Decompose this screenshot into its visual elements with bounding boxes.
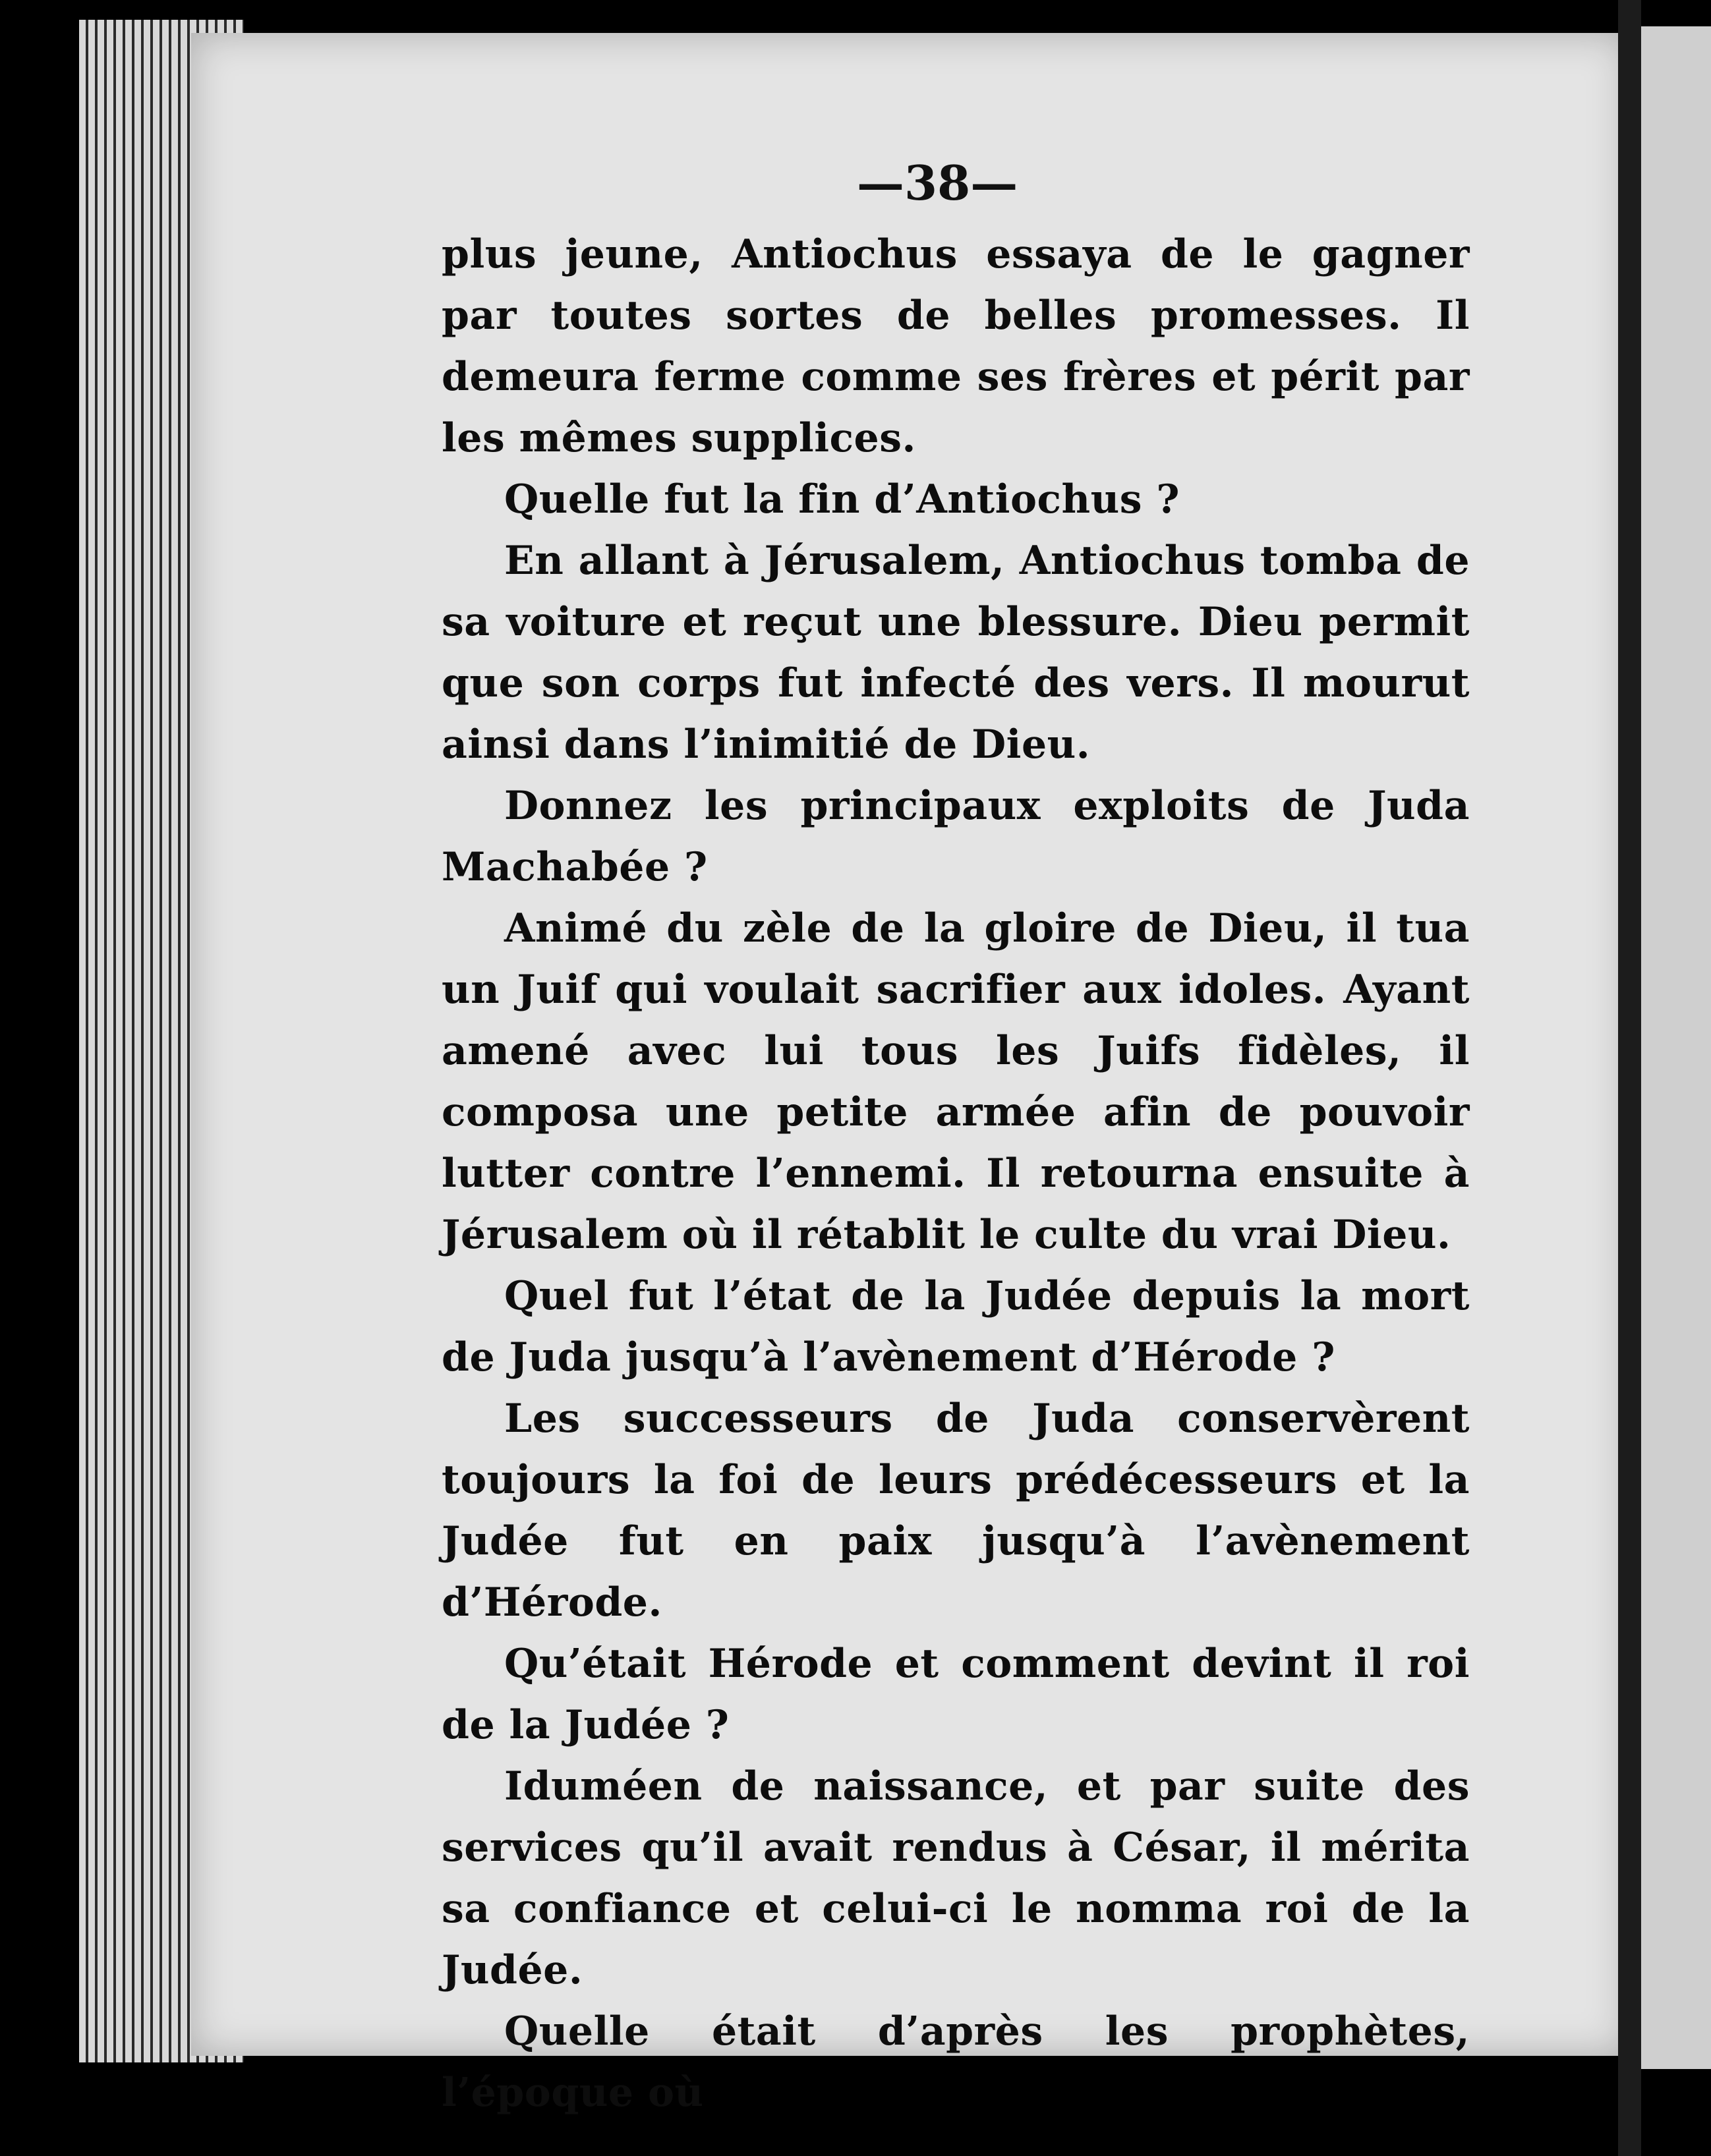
adjacent-page-edge bbox=[1641, 26, 1711, 2069]
answer-paragraph: Iduméen de naissance, et par suite des services qu’il avait rendus à César, il mérita sa confiance et celui-ci le nomma roi de la Judée. bbox=[442, 1763, 1470, 1993]
question-paragraph: Quel fut l’état de la Judée depuis la mort de Juda jusqu’à l’avènement d’Hérode ? bbox=[442, 1273, 1470, 1380]
question-paragraph: Quelle était d’après les prophètes, l’époque où bbox=[442, 2008, 1470, 2116]
page-number: —38— bbox=[857, 155, 1018, 211]
question-paragraph: Qu’était Hérode et comment devint il roi de la Judée ? bbox=[442, 1641, 1470, 1748]
page-text bbox=[442, 224, 1470, 2124]
paragraph-continuation: plus jeune, Antiochus essaya de le gagner par toutes sortes de belles promesses. Il demeura ferme comme ses frères et périt par les mêmes supplices. bbox=[442, 231, 1470, 461]
answer-paragraph: Animé du zèle de la gloire de Dieu, il tua un Juif qui voulait sacrifier aux idoles. Ayant amené avec lui tous les Juifs fidèles, il composa une petite armée afin de pouvoir lutter contre l’ennemi. Il retourna ensuite à Jérusalem où il rétablit le culte du vrai Dieu. bbox=[442, 905, 1470, 1258]
answer-paragraph: Les successeurs de Juda conservèrent toujours la foi de leurs prédécesseurs et la Judée fut en paix jusqu’à l’avènement d’Hérode. bbox=[442, 1396, 1470, 1626]
book-binding bbox=[1618, 0, 1641, 2156]
question-paragraph: Quelle fut la fin d’Antiochus ? bbox=[504, 476, 1180, 523]
question-paragraph: Donnez les principaux exploits de Juda Machabée ? bbox=[442, 783, 1470, 890]
answer-paragraph: En allant à Jérusalem, Antiochus tomba de sa voiture et reçut une blessure. Dieu permit que son corps fut infecté des vers. Il mourut ainsi dans l’inimitié de Dieu. bbox=[442, 538, 1470, 768]
